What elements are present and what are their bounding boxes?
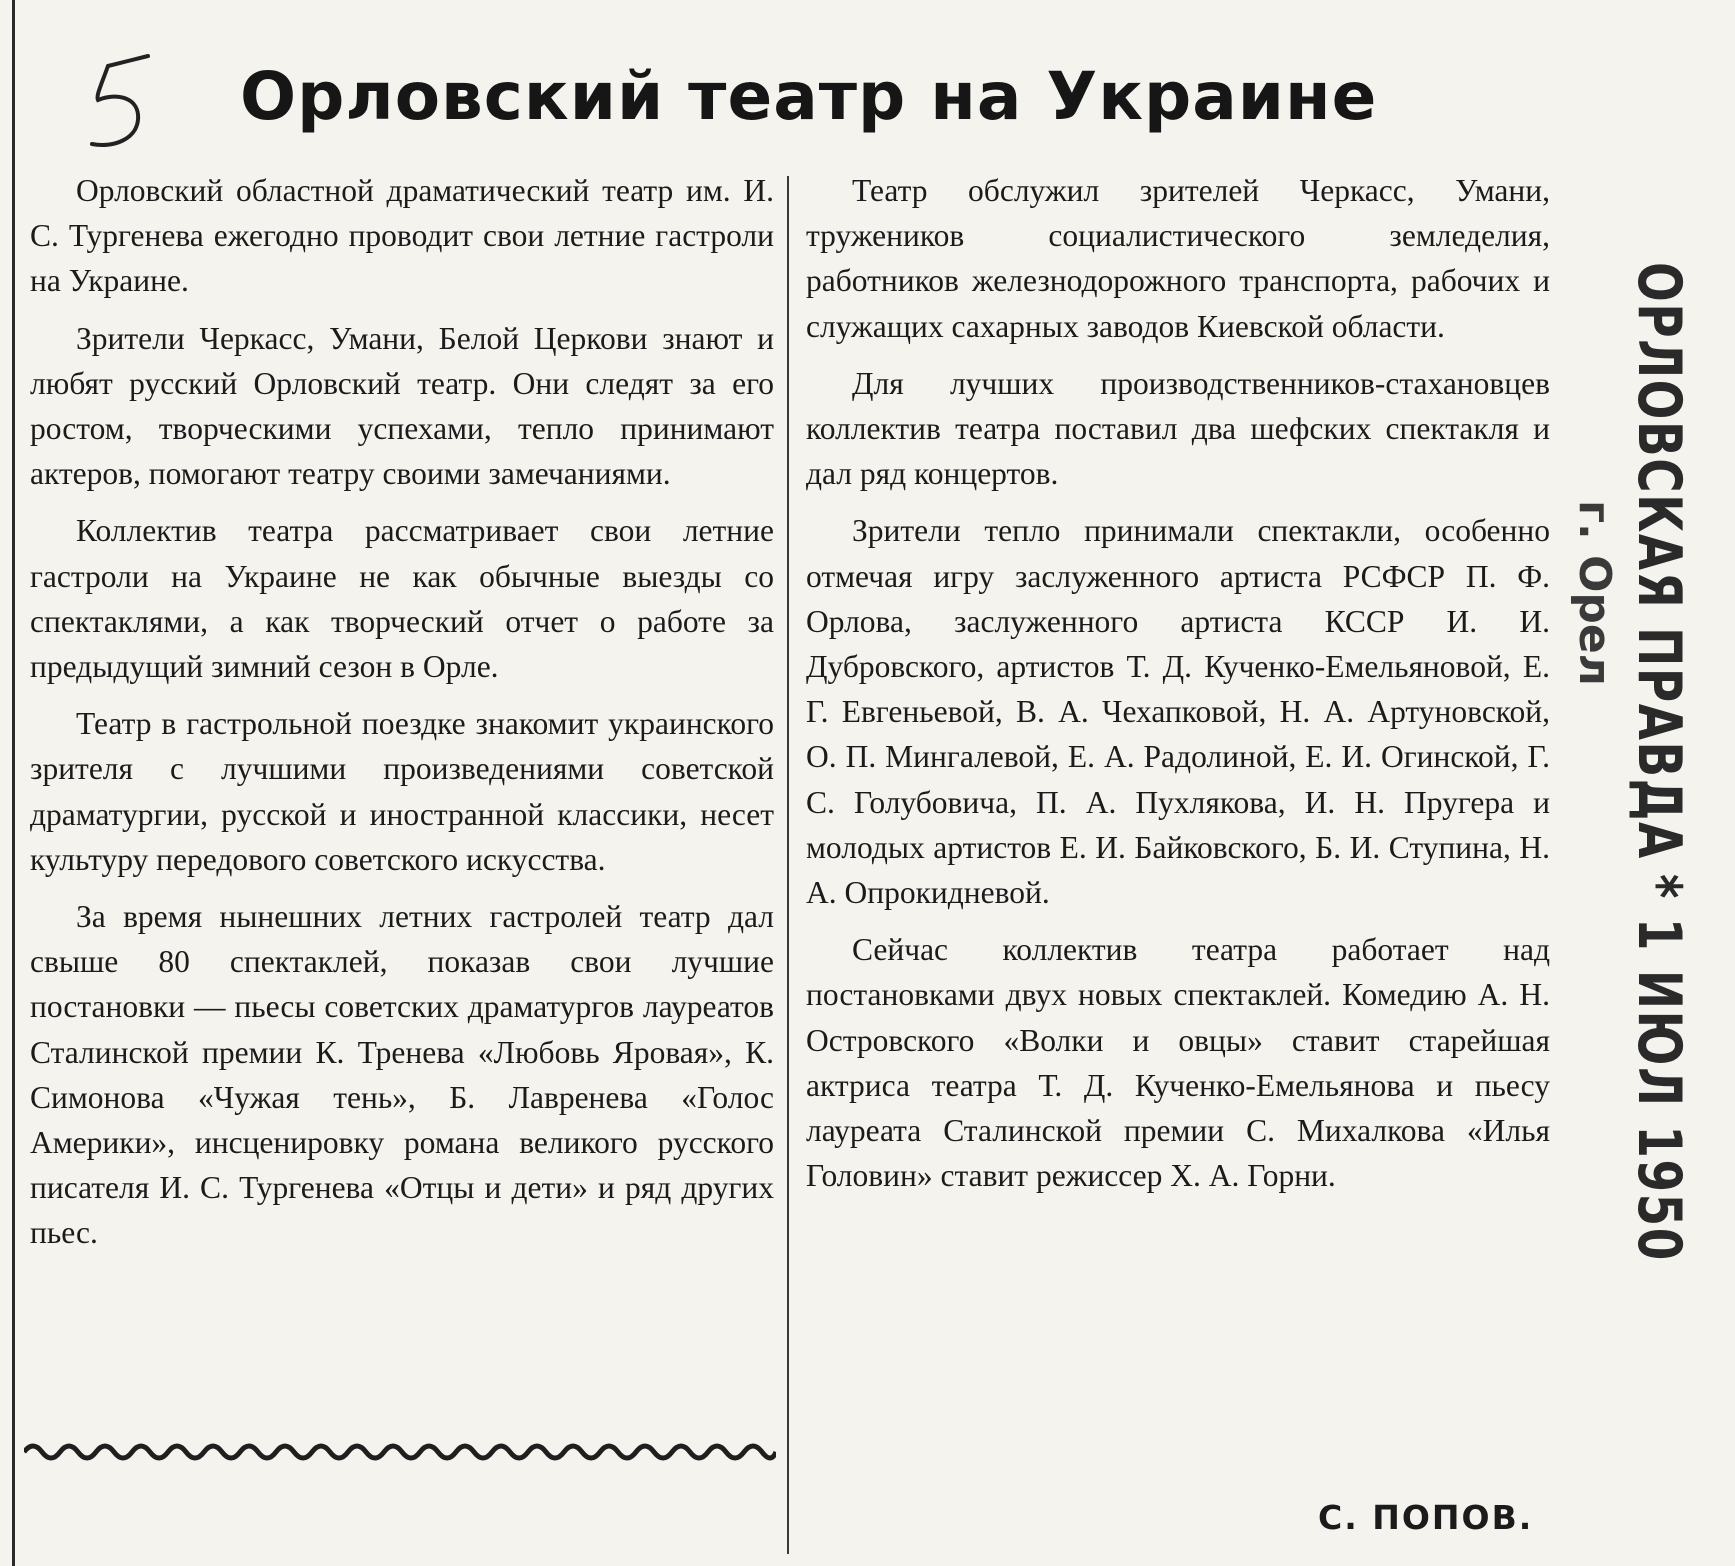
paragraph: Орловский областной драматический театр им. И. С. Тургенева ежегодно проводит свои летние гастроли на Украине. xyxy=(30,173,774,299)
newspaper-date-stamp xyxy=(1560,262,1710,1362)
author-signature: С. ПОПОВ. xyxy=(1318,1498,1534,1537)
paragraph: Театр обслужил зрителей Черкасс, Умани, тружеников социалистического земледелия, работников железнодорожного транспорта, рабочих и служащих сахарных заводов Киевской области. xyxy=(806,173,1550,344)
stamp-date: * 1 ИЮЛ 1950 xyxy=(1624,874,1694,1262)
stamp-newspaper-name: ОРЛОВСКАЯ ПРАВДА xyxy=(1624,262,1694,860)
column-divider xyxy=(787,176,789,1554)
left-column xyxy=(30,168,774,1268)
paragraph: Зрители тепло принимали спектакли, особенно отмечая игру заслуженного артиста РСФСР П. Ф. Орлова, заслуженного артиста КССР И. И. Дубровского, артистов Т. Д. Кученко-Емельяновой, Е. Г. Евгеньевой, В. А. Чехапковой, Н. А. Артуновской, О. П. Мингалевой, Е. А. Радолиной, Е. И. Огинской, Г. С. Голубовича, П. А. Пухлякова, И. Н. Пругера и молодых артистов Е. И. Байковского, Б. И. Ступина, Н. А. Опрокидневой. xyxy=(806,513,1550,911)
paragraph: Театр в гастрольной поездке знакомит украинского зрителя с лучшими произведениями советской драматургии, русской и иностранной классики, несет культуру передового советского искусства. xyxy=(30,706,774,877)
right-column xyxy=(806,168,1550,1210)
wavy-separator xyxy=(24,1440,776,1464)
article-headline: Орловский театр на Украине xyxy=(240,58,1378,135)
handwritten-number-mark xyxy=(78,48,188,158)
stamp-city: г. Орел xyxy=(1569,500,1620,686)
paragraph: Для лучших производственников-стахановцев коллектив театра поставил два шефских спектакля и дал ряд концертов. xyxy=(806,365,1550,492)
paragraph: Зрители Черкасс, Умани, Белой Церкови знают и любят русский Орловский театр. Они следят за его ростом, творческими успехами, тепло принимают актеров, помогают театру своими замечаниями. xyxy=(30,320,774,492)
paragraph: Коллектив театра рассматривает свои летние гастроли на Украине не как обычные выезды со спектаклями, а как творческий отчет о работе за предыдущий зимний сезон в Орле. xyxy=(30,513,774,685)
left-border-rule xyxy=(12,0,15,1566)
paragraph: Сейчас коллектив театра работает над постановками двух новых спектаклей. Комедию А. Н. Островского «Волки и овцы» ставит старейшая актриса театра Т. Д. Кученко-Емельянова и пьесу лауреата Сталинской премии С. Михалкова «Илья Головин» ставит режиссер Х. А. Горни. xyxy=(806,932,1550,1194)
paragraph: За время нынешних летних гастролей театр дал свыше 80 спектаклей, показав свои лучшие постановки — пьесы советских драматургов лауреатов Сталинской премии К. Тренева «Любовь Яровая», К. Симонова «Чужая тень», Б. Лавренева «Голос Америки», инсценировку романа великого русского писателя И. С. Тургенева «Отцы и дети» и ряд других пьес. xyxy=(30,899,774,1251)
